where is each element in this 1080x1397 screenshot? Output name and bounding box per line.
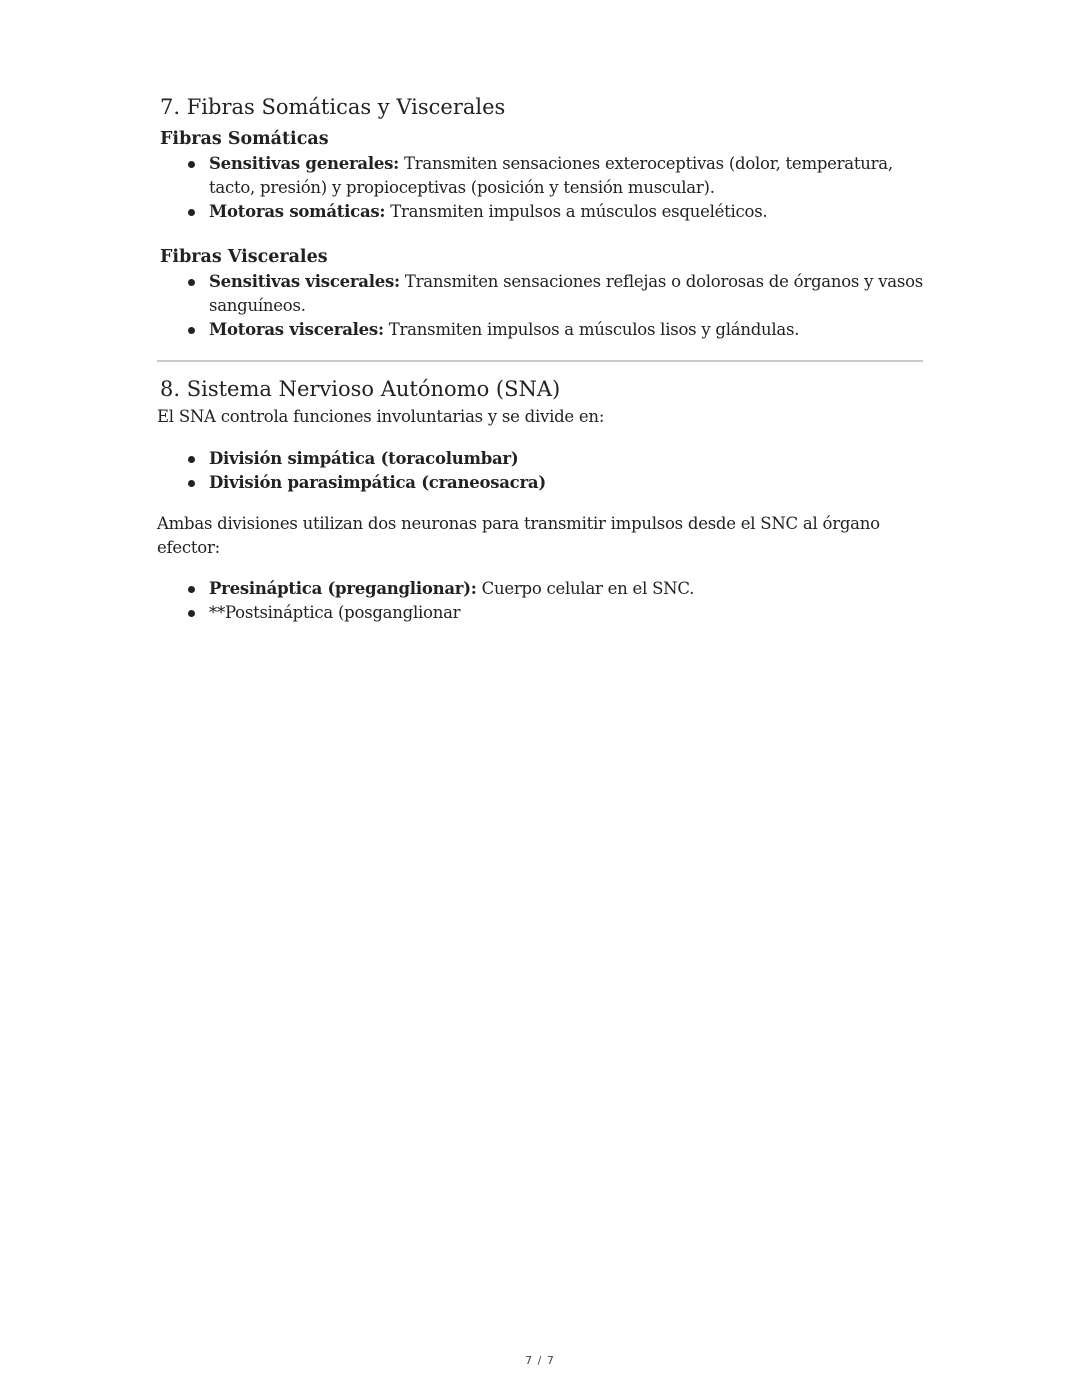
list-item	[157, 200, 923, 224]
somaticas-heading: Fibras Somáticas	[160, 129, 329, 149]
item-term: Motoras viscerales:	[209, 320, 384, 339]
section-7-title: 7. Fibras Somáticas y Viscerales	[160, 95, 506, 119]
section-8-title: 8. Sistema Nervioso Autónomo (SNA)	[160, 377, 561, 401]
item-text: **Postsináptica (posganglionar	[209, 603, 461, 622]
item-text: Transmiten impulsos a músculos esqueléticos.	[385, 202, 768, 221]
item-term: Sensitivas generales:	[209, 154, 399, 173]
bullet-icon	[188, 161, 195, 168]
item-text: Cuerpo celular en el SNC.	[476, 579, 695, 598]
list-item	[157, 471, 923, 495]
bullet-icon	[188, 610, 195, 617]
list-item	[157, 447, 923, 471]
list-item	[157, 601, 923, 625]
item-text: Transmiten sensaciones exteroceptivas (dolor, temperatura, tacto, presión) y propioceptivas (posición y tensión muscular).	[209, 154, 893, 197]
section-8-intro: El SNA controla funciones involuntarias y se divide en:	[157, 407, 605, 426]
list-item	[157, 270, 923, 318]
item-text: Transmiten sensaciones reflejas o dolorosas de órganos y vasos sanguíneos.	[209, 272, 923, 315]
list-item	[157, 152, 923, 200]
bullet-icon	[188, 586, 195, 593]
item-term: Presináptica (preganglionar):	[209, 579, 477, 598]
bullet-icon	[188, 480, 195, 487]
page-number: 7 / 7	[525, 1354, 555, 1367]
item-term: Sensitivas viscerales:	[209, 272, 400, 291]
viscerales-heading: Fibras Viscerales	[160, 247, 328, 267]
item-term: División parasimpática (craneosacra)	[209, 473, 546, 492]
bullet-icon	[188, 279, 195, 286]
viscerales-list	[157, 270, 923, 342]
item-term: División simpática (toracolumbar)	[209, 449, 519, 468]
bullet-icon	[188, 456, 195, 463]
list-item	[157, 577, 923, 601]
divisions-list	[157, 447, 923, 495]
bullet-icon	[188, 327, 195, 334]
document-page	[157, 92, 923, 625]
item-text: Transmiten impulsos a músculos lisos y glándulas.	[383, 320, 800, 339]
bullet-icon	[188, 209, 195, 216]
item-term: Motoras somáticas:	[209, 202, 386, 221]
neurons-list	[157, 577, 923, 625]
section-divider	[157, 360, 923, 362]
somaticas-list	[157, 152, 923, 224]
section-8-paragraph: Ambas divisiones utilizan dos neuronas para transmitir impulsos desde el SNC al órgano efector:	[157, 514, 880, 557]
list-item	[157, 318, 923, 342]
